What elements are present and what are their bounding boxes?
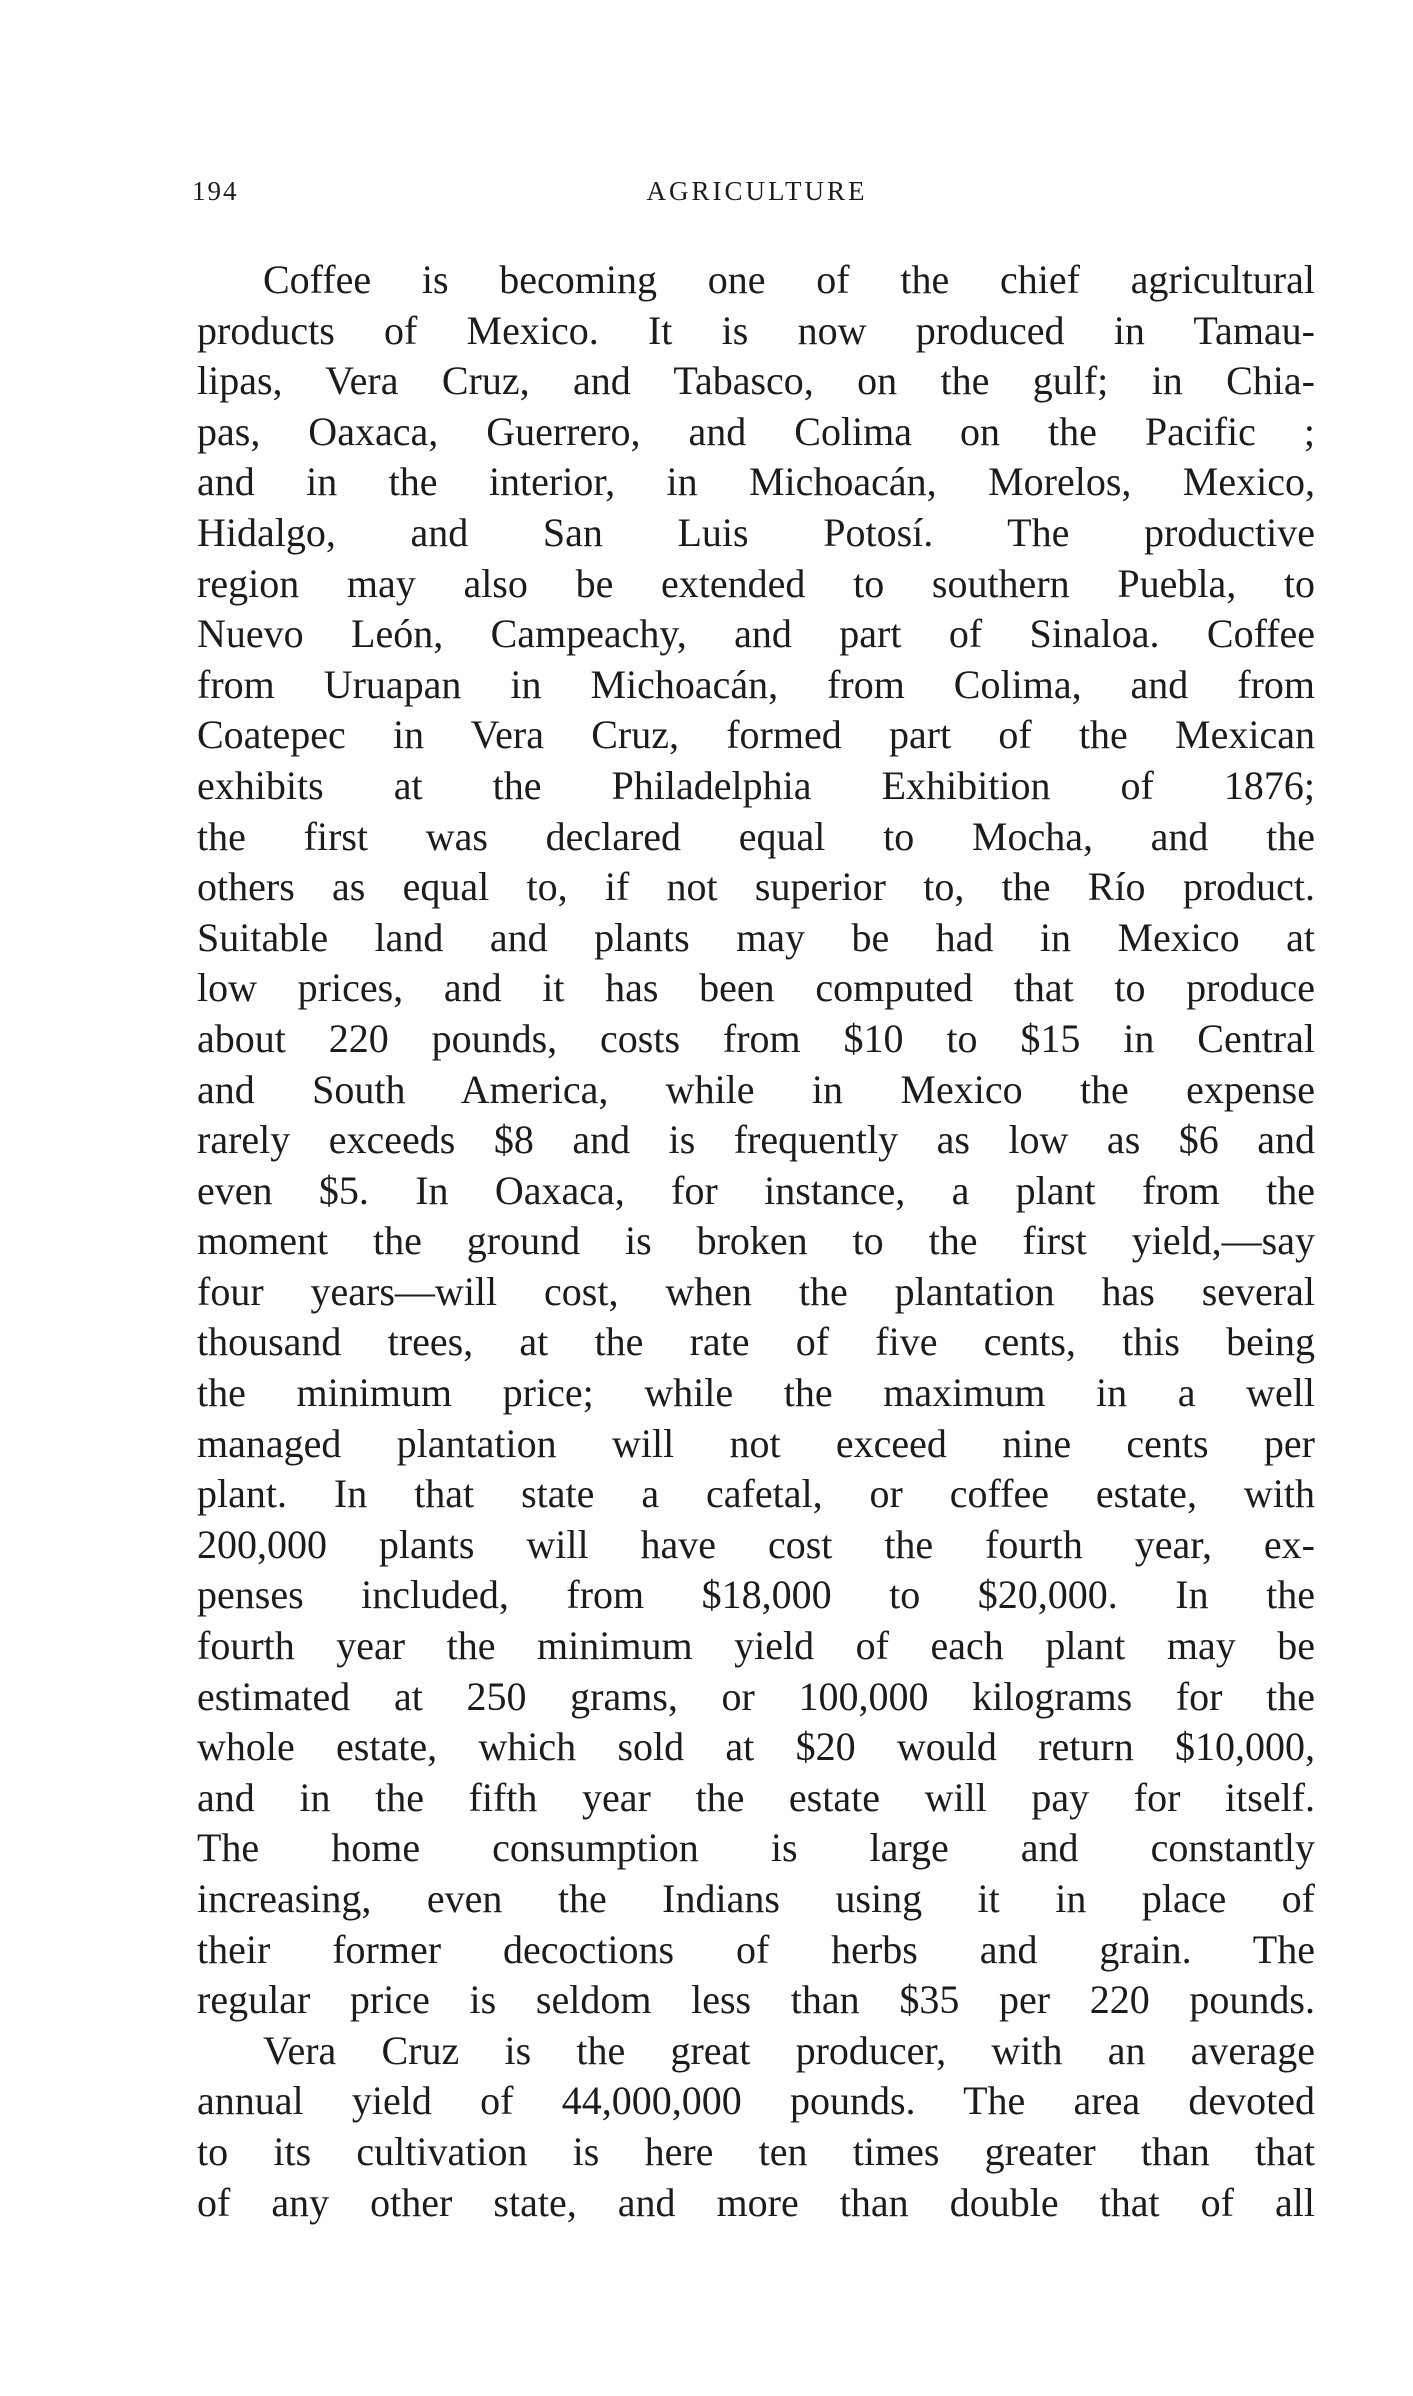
text-line: whole estate, which sold at $20 would return $10,000, bbox=[197, 1724, 1315, 1770]
text-line: Hidalgo, and San Luis Potosí. The productive bbox=[197, 509, 1315, 555]
text-line: and in the fifth year the estate will pay for itself. bbox=[197, 1774, 1315, 1820]
body-text bbox=[197, 255, 1315, 2228]
section-title: AGRICULTURE bbox=[646, 176, 868, 206]
text-line: The home consumption is large and constantly bbox=[197, 1825, 1315, 1871]
text-line: about 220 pounds, costs from $10 to $15 in Central bbox=[197, 1015, 1315, 1061]
text-line: of any other state, and more than double that of all bbox=[197, 2179, 1315, 2225]
text-line: penses included, from $18,000 to $20,000. In the bbox=[197, 1572, 1315, 1618]
text-line: Vera Cruz is the great producer, with an average bbox=[263, 2027, 1315, 2073]
text-line: Nuevo León, Campeachy, and part of Sinaloa. Coffee bbox=[197, 611, 1315, 657]
text-line: pas, Oaxaca, Guerrero, and Colima on the Pacific ; bbox=[197, 408, 1315, 454]
text-line: from Uruapan in Michoacán, from Colima, and from bbox=[197, 661, 1315, 707]
text-line: to its cultivation is here ten times greater than that bbox=[197, 2128, 1315, 2174]
text-line: products of Mexico. It is now produced in Tamau- bbox=[197, 307, 1315, 353]
text-line: region may also be extended to southern Puebla, to bbox=[197, 560, 1315, 606]
text-line: increasing, even the Indians using it in place of bbox=[197, 1876, 1315, 1921]
text-line: 200,000 plants will have cost the fourth year, ex- bbox=[197, 1521, 1315, 1567]
running-head bbox=[192, 176, 1322, 216]
text-line: estimated at 250 grams, or 100,000 kilograms for the bbox=[197, 1673, 1315, 1719]
text-line: Coatepec in Vera Cruz, formed part of the Mexican bbox=[197, 712, 1315, 758]
text-line: regular price is seldom less than $35 per 220 pounds. bbox=[197, 1977, 1315, 2023]
text-line: managed plantation will not exceed nine cents per bbox=[197, 1420, 1315, 1466]
text-line: plant. In that state a cafetal, or coffee estate, with bbox=[197, 1471, 1315, 1517]
text-line: others as equal to, if not superior to, the Río product. bbox=[197, 864, 1315, 910]
paragraph-coffee-production bbox=[197, 255, 1315, 2026]
text-line: even $5. In Oaxaca, for instance, a plant from the bbox=[197, 1167, 1315, 1213]
page-number: 194 bbox=[192, 176, 239, 206]
text-line: and South America, while in Mexico the expense bbox=[197, 1066, 1315, 1112]
text-line: the minimum price; while the maximum in a well bbox=[197, 1370, 1315, 1416]
text-line: fourth year the minimum yield of each plant may be bbox=[197, 1623, 1315, 1669]
text-line: thousand trees, at the rate of five cents, this being bbox=[197, 1319, 1315, 1365]
text-line: Coffee is becoming one of the chief agricultural bbox=[263, 257, 1315, 302]
text-line: the first was declared equal to Mocha, and the bbox=[197, 813, 1315, 859]
text-line: Suitable land and plants may be had in Mexico at bbox=[197, 914, 1315, 960]
text-line: and in the interior, in Michoacán, Morelos, Mexico, bbox=[197, 459, 1315, 505]
text-line: lipas, Vera Cruz, and Tabasco, on the gulf; in Chia- bbox=[197, 358, 1315, 404]
text-line: four years—will cost, when the plantation has several bbox=[197, 1268, 1315, 1314]
text-line: rarely exceeds $8 and is frequently as low as $6 and bbox=[197, 1117, 1315, 1163]
paragraph-vera-cruz bbox=[197, 2026, 1315, 2228]
text-line: annual yield of 44,000,000 pounds. The area devoted bbox=[197, 2078, 1315, 2124]
text-line: exhibits at the Philadelphia Exhibition of 1876; bbox=[197, 762, 1315, 808]
text-line: their former decoctions of herbs and grain. The bbox=[197, 1926, 1315, 1972]
text-line: low prices, and it has been computed that to produce bbox=[197, 965, 1315, 1011]
text-line: moment the ground is broken to the first yield,—say bbox=[197, 1218, 1315, 1264]
